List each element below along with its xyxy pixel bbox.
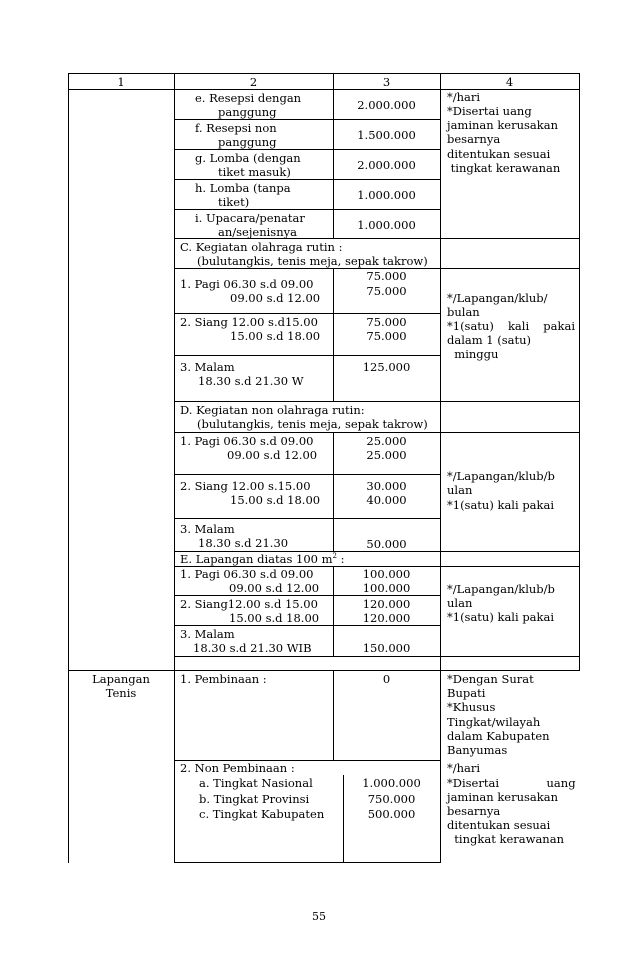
item-label: panggung	[218, 135, 277, 149]
time-row: 18.30 s.d 21.30	[198, 536, 289, 550]
column-border	[579, 73, 580, 671]
page-number: 55	[312, 910, 326, 923]
time-price: 125.000	[362, 360, 411, 374]
header-col-3: 3	[382, 75, 391, 89]
time-price: 25.000	[366, 434, 407, 448]
item-price: 2.000.000	[357, 98, 416, 112]
time-row: 15.00 s.d 18.00	[230, 329, 321, 343]
section-d-title: D. Kegiatan non olahraga rutin:	[180, 403, 365, 417]
item-price: 1.000.000	[357, 218, 416, 232]
time-row: 09.00 s.d 12.00	[230, 291, 321, 305]
row-divider	[174, 595, 440, 596]
item-label: panggung	[218, 105, 277, 119]
note-line: *1(satu) kali pakai	[447, 610, 555, 624]
note-line: */Lapangan/klub/b	[447, 469, 555, 483]
row-divider	[174, 656, 580, 657]
note-line: besarnya	[447, 804, 501, 818]
header-bottom-border	[68, 89, 580, 90]
time-row: 3. Malam	[180, 627, 235, 641]
row-divider	[174, 179, 440, 180]
item-label: an/sejenisnya	[218, 225, 297, 239]
time-row: 15.00 s.d 18.00	[230, 493, 321, 507]
time-row: 2. Siang 12.00 s.d15.00	[180, 315, 318, 329]
row-divider	[174, 401, 580, 402]
note-line: Banyumas	[447, 743, 508, 757]
row-divider	[174, 518, 440, 519]
row-divider	[174, 209, 440, 210]
note-line: ditentukan sesuai	[447, 818, 551, 832]
note-line: */Lapangan/klub/b	[447, 582, 555, 596]
note-line: Tingkat/wilayah	[447, 715, 541, 729]
time-price: 100.000	[362, 567, 411, 581]
item-label: g. Lomba (dengan	[195, 151, 301, 165]
column-border	[68, 73, 69, 863]
note-line: jaminan kerusakan	[447, 790, 558, 804]
time-price: 150.000	[362, 641, 411, 655]
section-e-title	[180, 552, 345, 566]
note-line: besarnya	[447, 132, 501, 146]
item-price: 1.500.000	[357, 128, 416, 142]
item-label: tiket)	[218, 195, 250, 209]
facility-label: Tenis	[105, 686, 137, 700]
time-price: 120.000	[362, 597, 411, 611]
time-price: 30.000	[366, 479, 407, 493]
note-line: *1(satu) kali pakai	[447, 498, 555, 512]
time-price: 75.000	[366, 329, 407, 343]
time-row: 1. Pagi 06.30 s.d 09.00	[180, 277, 314, 291]
item-label: f. Resepsi non	[195, 121, 277, 135]
time-row: 18.30 s.d 21.30 WIB	[193, 641, 312, 655]
row-divider	[68, 670, 580, 671]
section-e-title-text: E. Lapangan diatas 100 m	[180, 552, 333, 566]
header-col-2: 2	[249, 75, 258, 89]
row-divider	[174, 149, 440, 150]
level-price: 500.000	[367, 807, 416, 821]
level-label: b. Tingkat Provinsi	[199, 792, 310, 806]
note-line: dalam 1 (satu)	[447, 333, 532, 347]
time-row: 15.00 s.d 18.00	[229, 611, 320, 625]
note-line: ditentukan sesuai	[447, 147, 551, 161]
note-line: *Disertai uang	[447, 104, 532, 118]
column-border	[440, 73, 441, 863]
row-divider	[174, 355, 440, 356]
note-line: *1(satu) kali pakai	[447, 319, 575, 333]
non-pembinaan-label: 2. Non Pembinaan :	[180, 761, 295, 775]
item-price: 1.000.000	[357, 188, 416, 202]
time-price: 50.000	[366, 537, 407, 551]
row-divider	[174, 119, 440, 120]
note-line: */hari	[447, 761, 481, 775]
section-d-subtitle: (bulutangkis, tenis meja, sepak takrow)	[197, 417, 428, 431]
time-price: 40.000	[366, 493, 407, 507]
item-price: 2.000.000	[357, 158, 416, 172]
time-row: 09.00 s.d 12.00	[229, 581, 320, 595]
note-line: *Dengan Surat	[447, 672, 534, 686]
note-line: *Khusus	[447, 700, 496, 714]
pembinaan-label: 1. Pembinaan :	[180, 672, 267, 686]
item-label: tiket masuk)	[218, 165, 291, 179]
time-row: 2. Siang12.00 s.d 15.00	[180, 597, 318, 611]
header-col-1: 1	[117, 75, 125, 89]
time-price: 100.000	[362, 581, 411, 595]
pembinaan-price: 0	[382, 672, 391, 686]
time-row: 1. Pagi 06.30 s.d 09.00	[180, 434, 314, 448]
note-line: bulan	[447, 305, 480, 319]
header-col-4: 4	[505, 75, 514, 89]
note-line: tingkat kerawanan	[447, 161, 561, 175]
time-price: 75.000	[366, 284, 407, 298]
note-line: minggu	[447, 347, 499, 361]
item-label: e. Resepsi dengan	[195, 91, 302, 105]
time-price: 75.000	[366, 315, 407, 329]
column-border	[174, 73, 175, 863]
level-label: a. Tingkat Nasional	[199, 776, 313, 790]
table-top-border	[68, 73, 580, 74]
facility-label: Lapangan	[92, 672, 150, 686]
note-line: ulan	[447, 596, 473, 610]
time-row: 3. Malam	[180, 522, 235, 536]
table-bottom-border	[174, 862, 440, 863]
time-price: 120.000	[362, 611, 411, 625]
item-label: i. Upacara/penatar	[195, 211, 305, 225]
note-line: jaminan kerusakan	[447, 118, 558, 132]
note-line: *Disertai uang	[447, 776, 576, 790]
section-c-title: C. Kegiatan olahraga rutin :	[180, 240, 343, 254]
row-divider	[174, 313, 440, 314]
section-e-superscript: 2	[332, 552, 338, 561]
time-row: 1. Pagi 06.30 s.d 09.00	[180, 567, 314, 581]
item-label: h. Lomba (tanpa	[195, 181, 291, 195]
time-row: 3. Malam	[180, 360, 235, 374]
time-price: 75.000	[366, 269, 407, 283]
time-row: 2. Siang 12.00 s.15.00	[180, 479, 311, 493]
note-line: */hari	[447, 90, 481, 104]
row-divider	[174, 474, 440, 475]
note-line: dalam Kabupaten	[447, 729, 550, 743]
time-row: 18.30 s.d 21.30 W	[198, 374, 304, 388]
time-price: 25.000	[366, 448, 407, 462]
note-line: tingkat kerawanan	[447, 832, 564, 846]
section-c-subtitle: (bulutangkis, tenis meja, sepak takrow)	[197, 254, 428, 268]
level-price: 750.000	[367, 792, 416, 806]
row-divider	[174, 625, 440, 626]
time-row: 09.00 s.d 12.00	[227, 448, 318, 462]
level-label: c. Tingkat Kabupaten	[199, 807, 325, 821]
row-divider	[174, 432, 580, 433]
note-line: */Lapangan/klub/	[447, 291, 548, 305]
section-e-title-tail: :	[337, 552, 345, 566]
note-line: Bupati	[447, 686, 486, 700]
level-price: 1.000.000	[362, 776, 421, 790]
note-line: ulan	[447, 483, 473, 497]
